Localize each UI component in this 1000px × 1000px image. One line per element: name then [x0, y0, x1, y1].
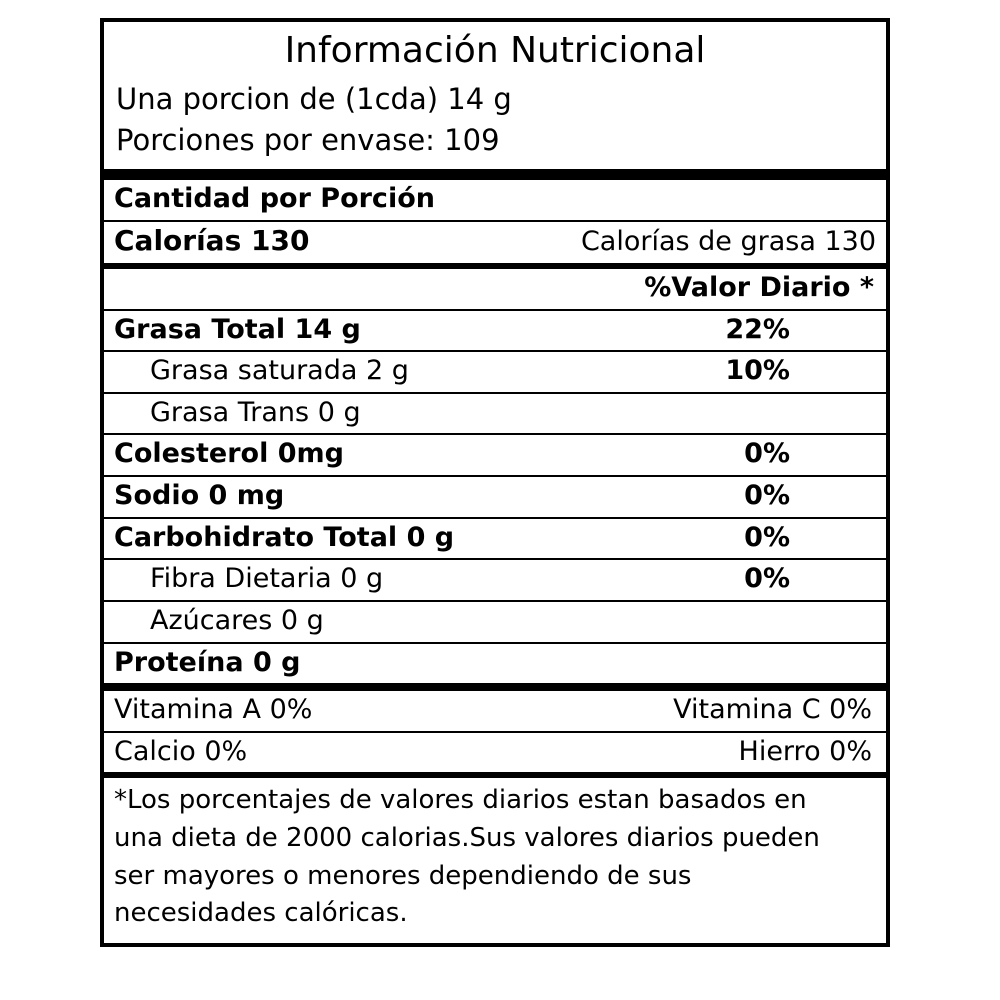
nutrient-row	[104, 558, 886, 600]
serving-size-text: Una porcion de (1cda) 14 g	[116, 82, 512, 116]
daily-value-header-label: %Valor Diario *	[644, 271, 874, 303]
nutrient-name: Colesterol 0mg	[114, 438, 344, 470]
nutrient-row	[104, 642, 886, 684]
nutrient-row	[104, 475, 886, 517]
vitamin-right-label: Hierro 0%	[738, 735, 872, 767]
footnote-line: *Los porcentajes de valores diarios estan basados en	[114, 785, 807, 816]
calories-label: Calorías 130	[114, 223, 310, 257]
nutrient-name: Grasa Total 14 g	[114, 313, 361, 345]
daily-value-header-row	[104, 263, 886, 309]
nutrient-daily-value: 0%	[744, 438, 790, 470]
vitamin-left-label: Vitamina A 0%	[114, 694, 313, 726]
nutrient-row	[104, 600, 886, 642]
footnote-block	[104, 772, 886, 943]
nutrient-name: Fibra Dietaria 0 g	[150, 563, 384, 595]
nutrient-daily-value: 0%	[744, 521, 790, 553]
servings-per-container-text: Porciones por envase: 109	[116, 123, 500, 158]
amount-per-serving-label: Cantidad por Porción	[114, 183, 435, 215]
nutrient-row	[104, 392, 886, 434]
calories-row	[104, 220, 886, 263]
nutrient-daily-value: 0%	[744, 480, 790, 512]
nutrient-name: Proteína 0 g	[114, 646, 301, 678]
nutrient-daily-value: 10%	[725, 355, 790, 387]
label-header	[104, 22, 886, 169]
nutrient-name: Sodio 0 mg	[114, 480, 285, 512]
nutrition-facts-panel	[100, 18, 890, 947]
nutrient-name: Carbohidrato Total 0 g	[114, 521, 455, 553]
nutrient-row	[104, 433, 886, 475]
amount-per-serving-row	[104, 169, 886, 220]
nutrient-name: Grasa Trans 0 g	[150, 396, 361, 428]
nutrient-daily-value: 22%	[725, 313, 790, 345]
vitamin-row	[104, 683, 886, 731]
nutrient-name: Azúcares 0 g	[150, 604, 324, 636]
footnote-line: una dieta de 2000 calorias.Sus valores diarios pueden	[114, 823, 820, 854]
nutrient-daily-value: 0%	[744, 563, 790, 595]
page-title: Información Nutricional	[284, 30, 706, 71]
vitamin-left-label: Calcio 0%	[114, 735, 248, 767]
calories-from-fat-label: Calorías de grasa 130	[580, 225, 876, 257]
nutrient-row	[104, 517, 886, 559]
nutrient-row	[104, 350, 886, 392]
footnote-line: ser mayores o menores dependiendo de sus	[114, 860, 692, 891]
vitamin-right-label: Vitamina C 0%	[673, 694, 872, 726]
footnote-line: necesidades calóricas.	[114, 898, 408, 929]
nutrient-name: Grasa saturada 2 g	[150, 355, 409, 387]
nutrient-row	[104, 309, 886, 351]
vitamin-row	[104, 731, 886, 773]
